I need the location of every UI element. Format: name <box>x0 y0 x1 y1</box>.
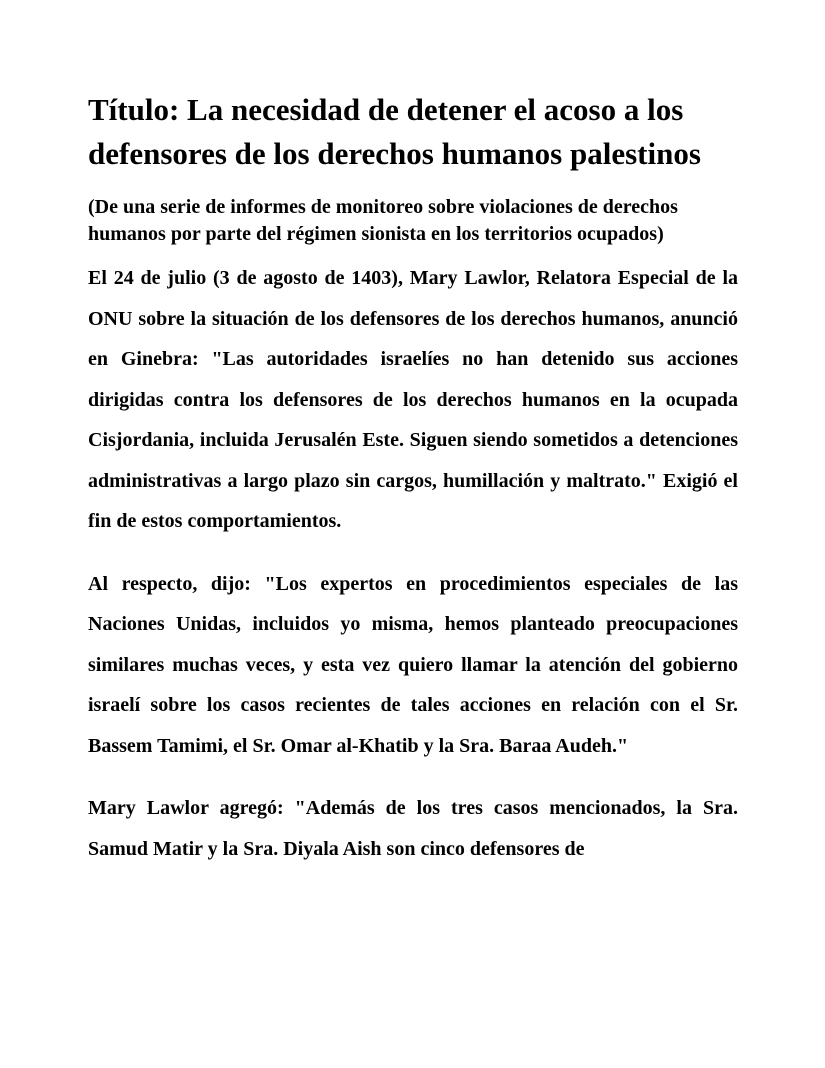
paragraph-2: Al respecto, dijo: "Los expertos en procedimientos especiales de las Naciones Unidas, incluidos yo misma, hemos planteado preocupaciones similares muchas veces, y esta vez quiero llamar la atención del gobierno israelí sobre los casos recientes de tales acciones en relación con el Sr. Bassem Tamimi, el Sr. Omar al-Khatib y la Sra. Baraa Audeh." <box>88 572 738 757</box>
document-page <box>88 88 738 891</box>
paragraph-3: Mary Lawlor agregó: "Además de los tres casos mencionados, la Sra. Samud Matir y la Sra. Diyala Aish son cinco defensores de <box>88 797 738 860</box>
paragraph-1: El 24 de julio (3 de agosto de 1403), Mary Lawlor, Relatora Especial de la ONU sobre la situación de los defensores de los derechos humanos, anunció en Ginebra: "Las autoridades israelíes no han detenido sus acciones dirigidas contra los defensores de los derechos humanos en la ocupada Cisjordania, incluida Jerusalén Este. Siguen siendo sometidos a detenciones administrativas a largo plazo sin cargos, humillación y maltrato." Exigió el fin de estos comportamientos. <box>88 267 738 532</box>
document-subtitle: (De una serie de informes de monitoreo sobre violaciones de derechos humanos por parte del régimen sionista en los territorios ocupados) <box>88 196 678 245</box>
document-title: Título: La necesidad de detener el acoso a los defensores de los derechos humanos palestinos <box>88 92 701 171</box>
